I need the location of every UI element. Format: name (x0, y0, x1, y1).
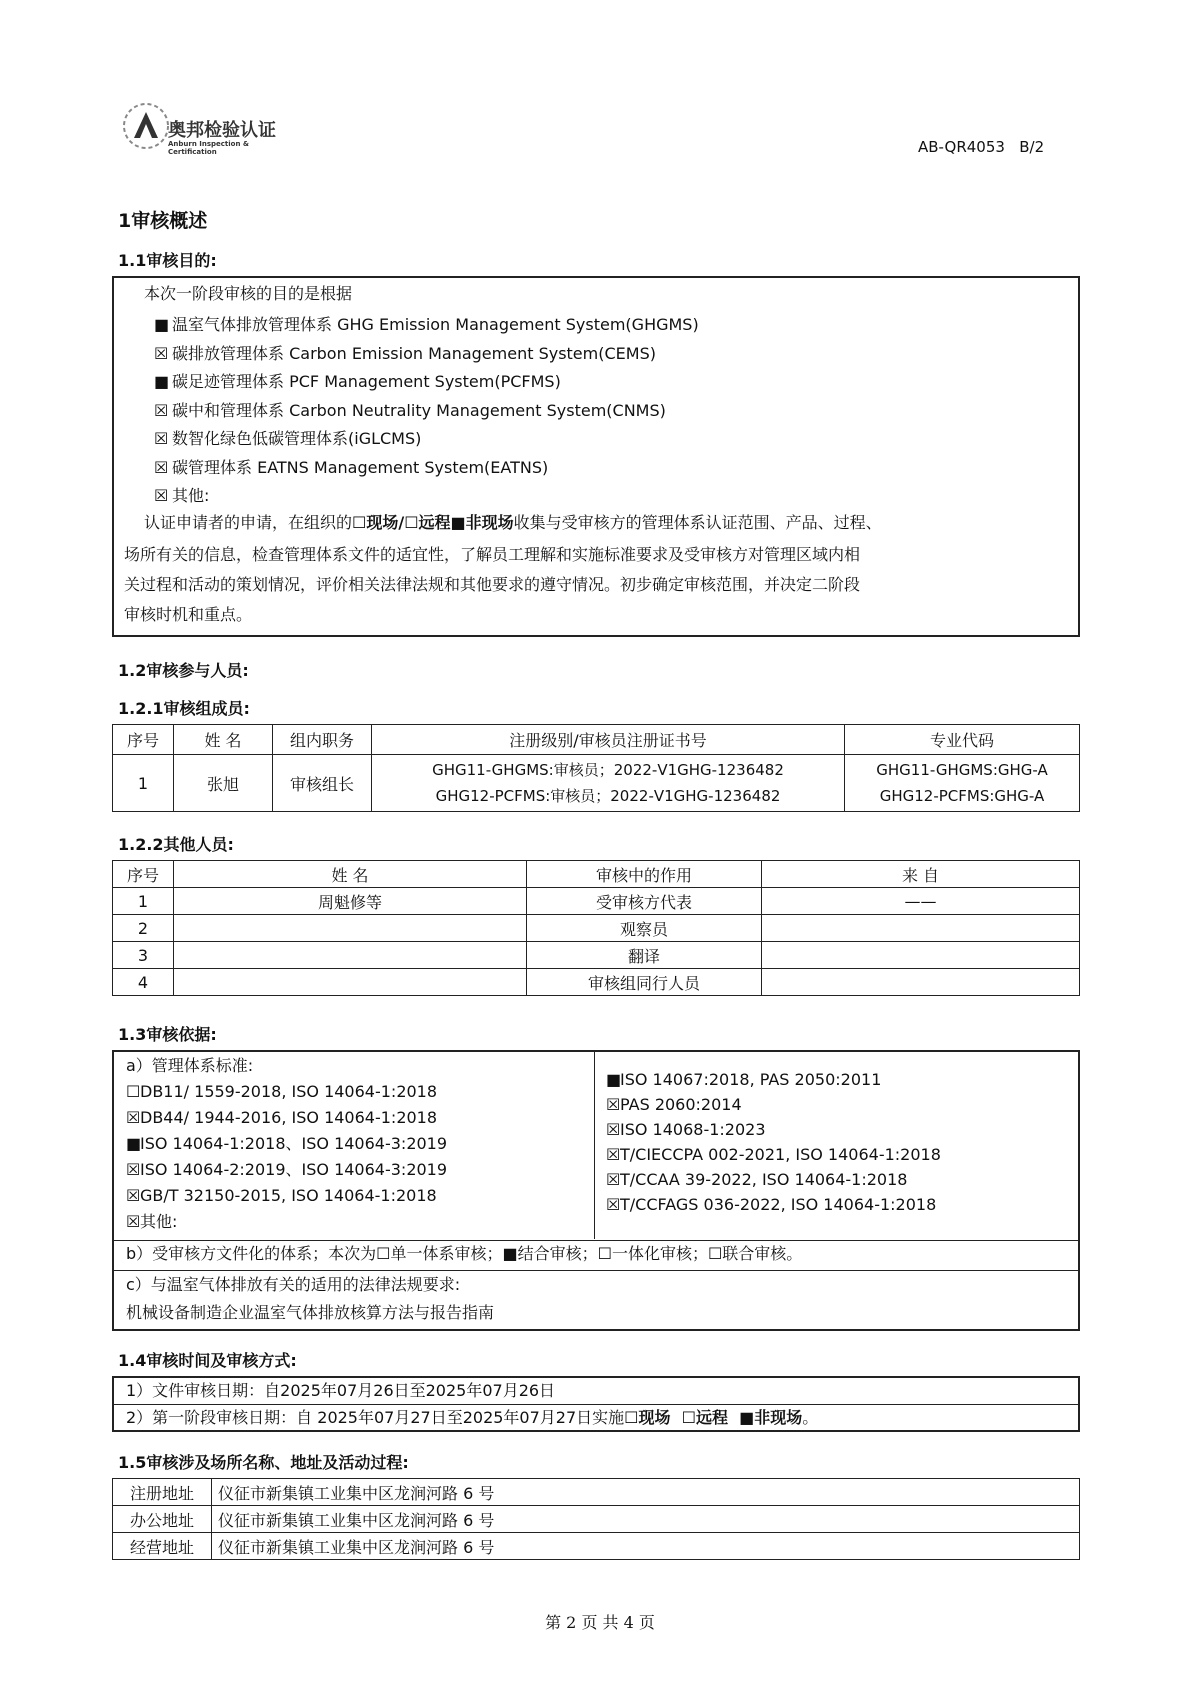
logo-cn-text: 奥邦检验认证 (168, 120, 276, 141)
section-1-4-title: 1.4审核时间及审核方式: (118, 1351, 297, 1370)
purpose-item-text: 碳管理体系 EATNS Management System(EATNS) (172, 457, 549, 477)
address-value: 仪征市新集镇工业集中区龙涧河路 6 号 (212, 1533, 1080, 1560)
address-value: 仪征市新集镇工业集中区龙涧河路 6 号 (212, 1506, 1080, 1533)
personnel-from (762, 915, 1080, 942)
legal-req-label: c）与温室气体排放有关的适用的法律法规要求: (126, 1275, 461, 1294)
table-row (113, 942, 1080, 969)
col-header: 专业代码 (845, 725, 1080, 755)
standard-item (606, 1191, 936, 1219)
table-row (113, 1506, 1080, 1533)
section-1-3-title: 1.3审核依据: (118, 1025, 217, 1044)
purpose-intro: 本次一阶段审核的目的是根据 (144, 284, 353, 303)
personnel-no: 3 (113, 942, 174, 969)
audit-purpose-box (112, 276, 1080, 637)
standard-text: DB44/ 1944-2016, ISO 14064-1:2018 (140, 1108, 438, 1127)
para-pre: 认证申请者的申请，在组织的 (144, 513, 353, 532)
section-1-2-2-title: 1.2.2其他人员: (118, 835, 234, 854)
team-row-no: 1 (113, 755, 174, 812)
purpose-item (154, 454, 548, 482)
stage1-mode: ☐现场 ☐远程 ■非现场 (624, 1408, 803, 1427)
checkbox-icon: ☒ (154, 400, 169, 420)
checkbox-icon: ☒ (126, 1160, 141, 1179)
purpose-item-text: 其他: (172, 486, 210, 505)
checkbox-icon: ☒ (154, 457, 169, 477)
checkbox-icon: ■ (126, 1134, 142, 1153)
purpose-item (154, 397, 666, 425)
checkbox-icon: ☒ (154, 486, 169, 505)
registration-line: GHG11-GHGMS:审核员；2022-V1GHG-1236482 (432, 761, 784, 779)
registration-line: GHG12-PCFMS:审核员；2022-V1GHG-1236482 (435, 787, 781, 805)
col-header: 序号 (113, 861, 174, 888)
personnel-role: 观察员 (527, 915, 762, 942)
stage1-end: 。 (802, 1408, 819, 1427)
section-1-5-title: 1.5审核涉及场所名称、地址及活动过程: (118, 1453, 409, 1472)
standard-item (126, 1104, 437, 1132)
team-row-registration (372, 755, 845, 812)
checkbox-icon: ☒ (154, 429, 169, 448)
standard-text: ISO 14067:2018, PAS 2050:2011 (620, 1070, 882, 1089)
standard-text: T/CIECCPA 002-2021, ISO 14064-1:2018 (620, 1145, 941, 1164)
checkbox-icon: ☒ (126, 1186, 141, 1205)
standard-item (126, 1130, 447, 1158)
standard-text: 其他: (140, 1212, 178, 1231)
standard-text: PAS 2060:2014 (620, 1095, 742, 1114)
standard-item (606, 1116, 766, 1144)
checkbox-icon: ☒ (606, 1095, 621, 1114)
standard-item (126, 1078, 437, 1106)
purpose-paragraph-first (144, 509, 882, 537)
standard-item (606, 1141, 941, 1169)
standard-text: ISO 14068-1:2023 (620, 1120, 766, 1139)
basis-divider (594, 1052, 595, 1239)
purpose-item-text: 碳足迹管理体系 PCF Management System(PCFMS) (172, 372, 561, 391)
logo-en-text: Anburn Inspection & Certification (168, 140, 250, 156)
section-1-2-1-title: 1.2.1审核组成员: (118, 699, 250, 718)
audit-team-table (112, 724, 1080, 812)
table-row (113, 969, 1080, 996)
purpose-paragraph-line: 审核时机和重点。 (124, 605, 253, 624)
standards-label: a）管理体系标准: (126, 1056, 254, 1075)
checkbox-icon: ☒ (606, 1145, 621, 1164)
checkbox-icon: ☒ (126, 1108, 141, 1127)
standard-text: DB11/ 1559-2018, ISO 14064-1:2018 (140, 1082, 438, 1101)
site-address-table (112, 1478, 1080, 1560)
personnel-role: 受审核方代表 (527, 888, 762, 915)
checkbox-icon: ☒ (606, 1170, 621, 1189)
audit-basis-box (112, 1050, 1080, 1331)
purpose-item (154, 482, 209, 510)
section-1-1-title: 1.1审核目的: (118, 251, 217, 270)
personnel-no: 4 (113, 969, 174, 996)
table-row (113, 1533, 1080, 1560)
personnel-no: 1 (113, 888, 174, 915)
purpose-item-text: 数智化绿色低碳管理体系(iGLCMS) (172, 429, 422, 448)
team-row-name: 张旭 (174, 755, 273, 812)
personnel-from (762, 942, 1080, 969)
page-number: 第 2 页 共 4 页 (545, 1613, 655, 1632)
code-line: GHG11-GHGMS:GHG-A (876, 761, 1048, 779)
standard-item (126, 1208, 177, 1236)
checkbox-icon: ☒ (126, 1212, 141, 1231)
address-value: 仪征市新集镇工业集中区龙涧河路 6 号 (212, 1479, 1080, 1506)
standard-text: ISO 14064-1:2018、ISO 14064-3:2019 (140, 1134, 448, 1153)
para-mode: ☐现场/☐远程■非现场 (352, 513, 514, 532)
para-post: 收集与受审核方的管理体系认证范围、产品、过程、 (513, 513, 882, 532)
standard-item (606, 1066, 881, 1094)
standard-text: T/CCFAGS 036-2022, ISO 14064-1:2018 (620, 1195, 937, 1214)
personnel-role: 审核组同行人员 (527, 969, 762, 996)
address-label: 注册地址 (113, 1479, 212, 1506)
col-header: 注册级别/审核员注册证书号 (372, 725, 845, 755)
checkbox-icon: ■ (606, 1070, 622, 1089)
table-row (113, 915, 1080, 942)
legal-req-value: 机械设备制造企业温室气体排放核算方法与报告指南 (126, 1303, 495, 1322)
standard-item (606, 1091, 742, 1119)
purpose-item (154, 368, 561, 396)
stage1-audit-date (126, 1404, 818, 1432)
code-line: GHG12-PCFMS:GHG-A (879, 787, 1045, 805)
col-header: 组内职务 (273, 725, 372, 755)
team-row-code (845, 755, 1080, 812)
checkbox-icon: ☐ (126, 1082, 141, 1101)
doc-review-date: 1）文件审核日期：自2025年07月26日至2025年07月26日 (126, 1381, 556, 1400)
address-label: 经营地址 (113, 1533, 212, 1560)
standard-item (126, 1182, 437, 1210)
checkbox-icon: ■ (154, 372, 170, 391)
purpose-item-text: 碳排放管理体系 Carbon Emission Management System(CEMS) (172, 343, 656, 363)
other-personnel-table (112, 860, 1080, 996)
purpose-item (154, 425, 421, 453)
section-title: 1审核概述 (118, 210, 208, 232)
team-row-role: 审核组长 (273, 755, 372, 812)
personnel-from (762, 969, 1080, 996)
standard-text: GB/T 32150-2015, ISO 14064-1:2018 (140, 1186, 437, 1205)
personnel-no: 2 (113, 915, 174, 942)
standard-item (606, 1166, 907, 1194)
standard-item (126, 1156, 447, 1184)
purpose-paragraph-line: 关过程和活动的策划情况，评价相关法律法规和其他要求的遵守情况。初步确定审核范围，并决定二阶段 (124, 575, 861, 594)
personnel-name (174, 915, 527, 942)
purpose-item (154, 311, 699, 339)
standard-text: T/CCAA 39-2022, ISO 14064-1:2018 (620, 1170, 908, 1189)
document-code: AB-QR4053 B/2 (918, 138, 1045, 156)
personnel-role: 翻译 (527, 942, 762, 969)
purpose-item (154, 340, 656, 368)
personnel-from: —— (762, 888, 1080, 915)
checkbox-icon: ☒ (606, 1195, 621, 1214)
checkbox-icon: ☒ (154, 343, 169, 363)
section-1-2-title: 1.2审核参与人员: (118, 661, 249, 680)
documented-system-line: b）受审核方文件化的体系；本次为☐单一体系审核；■结合审核；☐一体化审核；☐联合审核。 (126, 1244, 803, 1263)
personnel-name (174, 942, 527, 969)
personnel-name: 周魁修等 (174, 888, 527, 915)
company-logo (118, 98, 298, 158)
col-header: 来 自 (762, 861, 1080, 888)
purpose-paragraph-line: 场所有关的信息，检查管理体系文件的适宜性，了解员工理解和实施标准要求及受审核方对管理区域内相 (124, 545, 861, 564)
stage1-date-text: 2）第一阶段审核日期：自 2025年07月27日至2025年07月27日实施 (126, 1408, 625, 1427)
table-row (113, 1479, 1080, 1506)
checkbox-icon: ☒ (606, 1120, 621, 1139)
col-header: 姓 名 (174, 725, 273, 755)
col-header: 姓 名 (174, 861, 527, 888)
standard-text: ISO 14064-2:2019、ISO 14064-3:2019 (140, 1160, 448, 1179)
purpose-item-text: 碳中和管理体系 Carbon Neutrality Management System(CNMS) (172, 400, 666, 420)
personnel-name (174, 969, 527, 996)
col-header: 审核中的作用 (527, 861, 762, 888)
col-header: 序号 (113, 725, 174, 755)
purpose-item-text: 温室气体排放管理体系 GHG Emission Management System(GHGMS) (172, 315, 699, 334)
laurel-logo-icon (118, 98, 174, 154)
checkbox-icon: ■ (154, 315, 170, 334)
address-label: 办公地址 (113, 1506, 212, 1533)
audit-time-box (112, 1376, 1080, 1432)
table-row (113, 888, 1080, 915)
